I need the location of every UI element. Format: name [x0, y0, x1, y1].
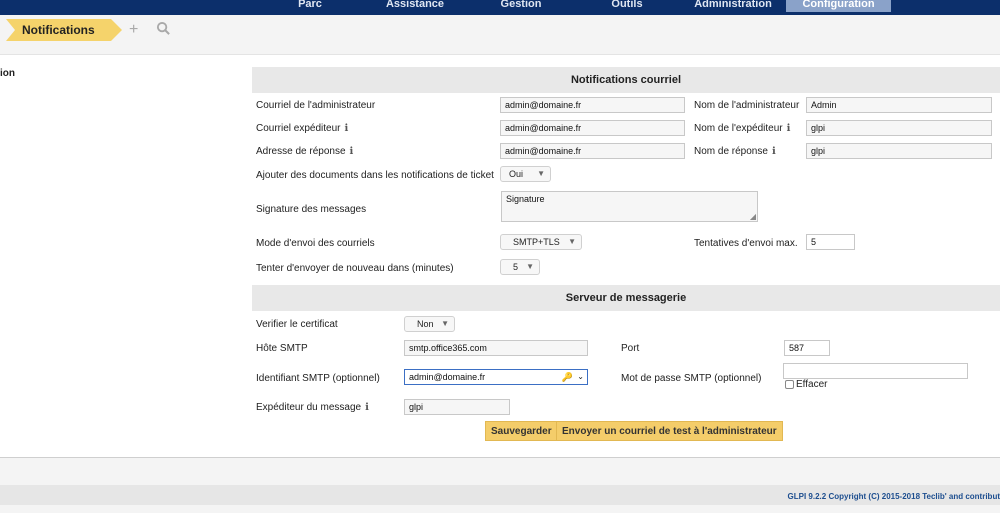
reply-name-label: Nom de réponse ℹ: [694, 146, 776, 157]
smtp-password-field[interactable]: [783, 363, 968, 379]
section-title-email: Notifications courriel: [252, 67, 1000, 93]
menu-item-parc[interactable]: Parc: [298, 0, 322, 10]
port-label: Port: [621, 343, 640, 354]
copyright-link[interactable]: GLPI 9.2.2 Copyright (C) 2015-2018 Teclib' and contribut: [787, 492, 1000, 501]
admin-name-label: Nom de l'administrateur: [694, 100, 800, 111]
tab-notification-config[interactable]: ion: [0, 68, 15, 79]
admin-email-label: Courriel de l'administrateur: [256, 100, 376, 111]
verify-cert-label: Verifier le certificat: [256, 319, 338, 330]
mode-value: SMTP+TLS: [513, 237, 560, 247]
key-icon[interactable]: 🔑: [561, 372, 573, 382]
admin-email-field[interactable]: admin@domaine.fr: [500, 97, 685, 113]
send-test-email-button[interactable]: Envoyer un courriel de test à l'administrateur: [556, 421, 783, 441]
smtp-login-field[interactable]: [404, 369, 588, 385]
signature-text: Signature: [506, 194, 545, 204]
attach-docs-value: Oui: [509, 169, 524, 179]
port-field[interactable]: 587: [784, 340, 830, 356]
info-icon[interactable]: ℹ: [349, 146, 354, 157]
sender-email-label: Courriel expéditeur ℹ: [256, 123, 349, 134]
chevron-down-icon: ▼: [537, 169, 545, 178]
sender-name-label: Nom de l'expéditeur ℹ: [694, 123, 791, 134]
info-icon[interactable]: ℹ: [786, 123, 791, 134]
smtp-password-label: Mot de passe SMTP (optionnel): [621, 373, 762, 384]
smtp-login-label: Identifiant SMTP (optionnel): [256, 373, 380, 384]
smtp-host-label: Hôte SMTP: [256, 343, 308, 354]
smtp-login-value: admin@domaine.fr: [409, 372, 486, 382]
reply-name-field[interactable]: glpi: [806, 143, 992, 159]
message-sender-field[interactable]: glpi: [404, 399, 510, 415]
max-attempts-label: Tentatives d'envoi max.: [694, 238, 798, 249]
breadcrumb-current: Notifications: [22, 23, 95, 37]
chevron-down-icon: ▼: [441, 319, 449, 328]
breadcrumb[interactable]: [6, 19, 111, 41]
mode-label: Mode d'envoi des courriels: [256, 238, 375, 249]
signature-textarea[interactable]: [501, 191, 758, 222]
menu-item-administration[interactable]: Administration: [694, 0, 772, 10]
menu-item-configuration[interactable]: Configuration: [786, 0, 891, 12]
attach-docs-label: Ajouter des documents dans les notifications de ticket: [256, 170, 494, 181]
attach-docs-select[interactable]: [500, 166, 551, 182]
menu-item-outils[interactable]: Outils: [611, 0, 643, 10]
clear-password-checkbox[interactable]: [785, 380, 794, 389]
save-button[interactable]: Sauvegarder: [485, 421, 558, 441]
chevron-down-icon: ▼: [568, 237, 576, 246]
info-icon[interactable]: ℹ: [771, 146, 776, 157]
section-title-smtp: Serveur de messagerie: [252, 285, 1000, 311]
chevron-down-icon[interactable]: ⌄: [577, 372, 584, 381]
resize-handle-icon[interactable]: ◢: [749, 212, 756, 221]
verify-cert-value: Non: [417, 319, 434, 329]
footer-bottom: [0, 505, 1000, 513]
retry-label: Tenter d'envoyer de nouveau dans (minutes): [256, 263, 454, 274]
chevron-down-icon: ▼: [526, 262, 534, 271]
smtp-host-field[interactable]: smtp.office365.com: [404, 340, 588, 356]
verify-cert-select[interactable]: [404, 316, 455, 332]
reply-address-label: Adresse de réponse ℹ: [256, 146, 354, 157]
info-icon[interactable]: ℹ: [365, 402, 369, 413]
info-icon[interactable]: ℹ: [344, 123, 349, 134]
max-attempts-field[interactable]: 5: [806, 234, 855, 250]
plus-icon[interactable]: +: [129, 21, 139, 38]
menu-item-assistance[interactable]: Assistance: [385, 0, 445, 10]
message-sender-label: Expéditeur du message ℹ: [256, 402, 369, 413]
sender-name-field[interactable]: glpi: [806, 120, 992, 136]
search-icon[interactable]: [156, 21, 171, 40]
footer-spacer: [0, 458, 1000, 485]
retry-select[interactable]: [500, 259, 540, 275]
signature-label: Signature des messages: [256, 204, 367, 215]
breadcrumb-bar: [0, 15, 1000, 55]
mode-select[interactable]: [500, 234, 582, 250]
retry-value: 5: [513, 262, 519, 272]
main-menu: [0, 0, 1000, 15]
menu-item-gestion[interactable]: Gestion: [500, 0, 542, 10]
admin-name-field[interactable]: Admin: [806, 97, 992, 113]
clear-password-label: Effacer: [796, 379, 828, 390]
reply-address-field[interactable]: admin@domaine.fr: [500, 143, 685, 159]
sender-email-field[interactable]: admin@domaine.fr: [500, 120, 685, 136]
